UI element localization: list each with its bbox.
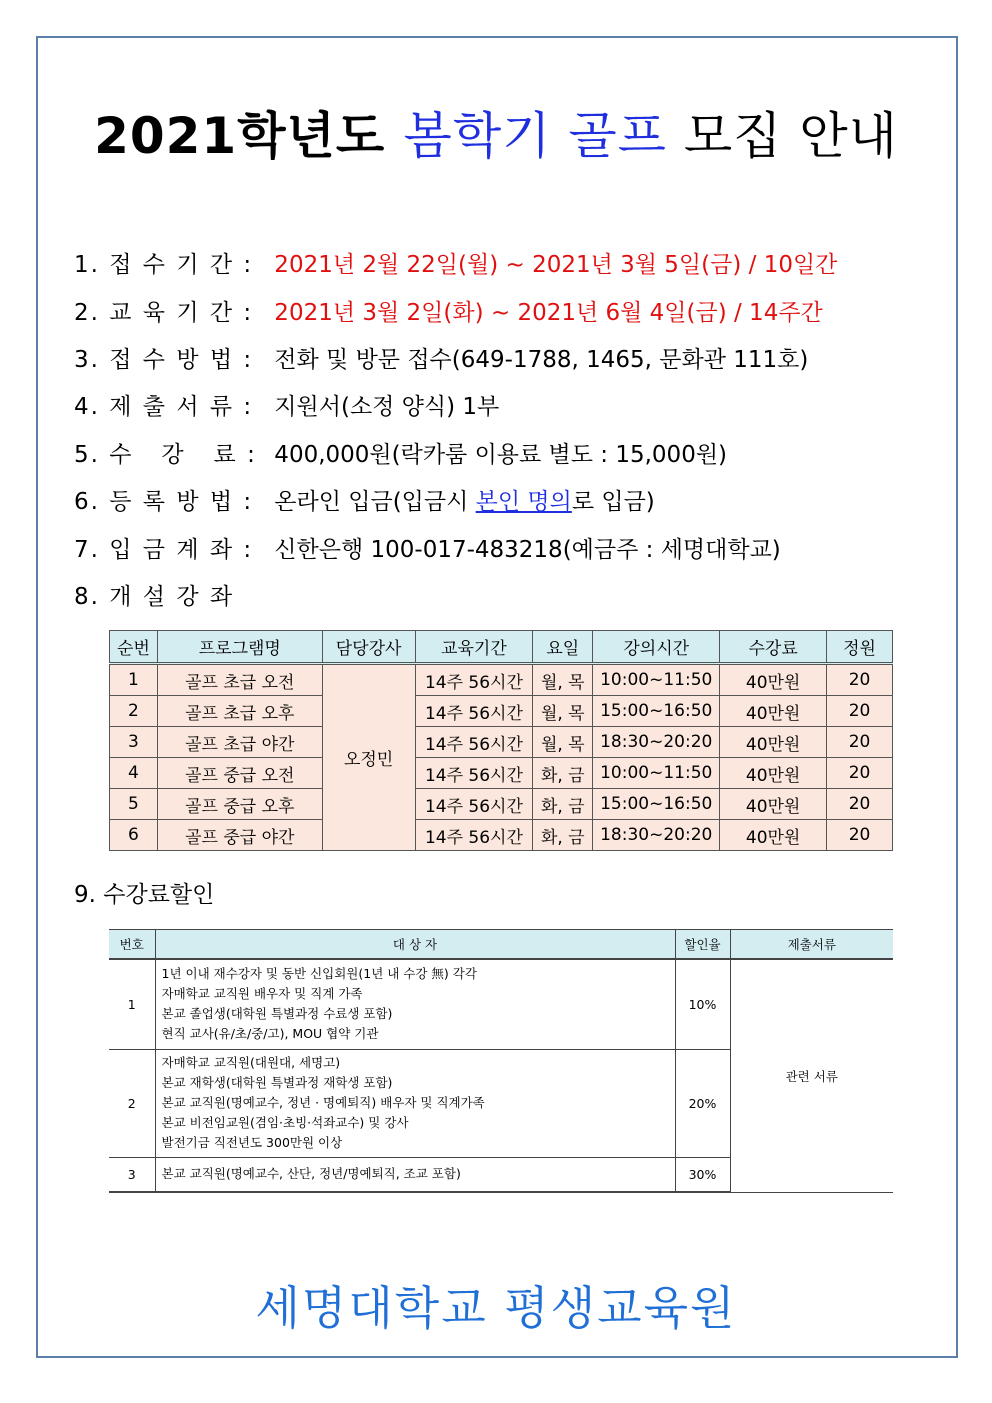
table-row: 2 골프 초급 오후 14주 56시간 월, 목 15:00~16:50 40만원 20 bbox=[110, 696, 893, 727]
target-list: 본교 교직원(명예교수, 산단, 정년/명예퇴직, 조교 포함) bbox=[155, 1157, 675, 1192]
institution-name: 세명대학교 평생교육원 bbox=[255, 1281, 737, 1335]
info-education-period: 2. 교 육 기 간 : 2021년 3월 2일(화) ~ 2021년 6월 4일(금) / 14주간 bbox=[74, 300, 823, 326]
title-highlight: 봄학기 골프 bbox=[403, 107, 667, 165]
info-registration: 6. 등 록 방 법 : 온라인 입금(입금시 본인 명의로 입금) bbox=[74, 489, 655, 515]
course-table-header: 순번 프로그램명 담당강사 교육기간 요일 강의시간 수강료 정원 bbox=[110, 631, 893, 664]
page-title: 2021학년도 봄학기 골프 모집 안내 bbox=[94, 107, 898, 165]
instructor-cell: 오정민 bbox=[322, 664, 415, 851]
info-fee: 5. 수 강 료 : 400,000원(락카룸 이용료 별도 : 15,000원) bbox=[74, 442, 728, 468]
table-row: 3 본교 교직원(명예교수, 산단, 정년/명예퇴직, 조교 포함) 30% bbox=[109, 1157, 893, 1192]
discount-table bbox=[109, 929, 893, 1193]
table-row: 1 골프 초급 오전 오정민 14주 56시간 월, 목 10:00~11:50 40만원 20 bbox=[110, 664, 893, 696]
table-row: 2 자매학교 교직원(대원대, 세명고) 본교 재학생(대학원 특별과정 재학생 포함) 본교 교직원(명예교수, 정년 · 명예퇴직) 배우자 및 직계가족 본교 비전임교원(겸임·초빙·석좌교수) 및 강사 발전기금 직전년도 300만원 이상 20% bbox=[109, 1049, 893, 1157]
info-account: 7. 입 금 계 좌 : 신한은행 100-017-483218(예금주 : 세명대학교) bbox=[74, 537, 781, 563]
discount-table-header: 번호 대 상 자 할인율 제출서류 bbox=[109, 930, 893, 960]
course-table bbox=[109, 630, 893, 851]
table-row: 6 골프 중급 야간 14주 56시간 화, 금 18:30~20:20 40만원 20 bbox=[110, 820, 893, 851]
table-row: 4 골프 중급 오전 14주 56시간 화, 금 10:00~11:50 40만원 20 bbox=[110, 758, 893, 789]
table-row: 5 골프 중급 오후 14주 56시간 화, 금 15:00~16:50 40만원 20 bbox=[110, 789, 893, 820]
info-courses-heading: 8. 개 설 강 좌 bbox=[74, 584, 235, 610]
info-receipt-period: 1. 접 수 기 간 : 2021년 2월 22일(월) ~ 2021년 3월 5일(금) / 10일간 bbox=[74, 252, 838, 278]
discount-heading: 9. 수강료할인 bbox=[74, 882, 215, 908]
target-list: 자매학교 교직원(대원대, 세명고) 본교 재학생(대학원 특별과정 재학생 포함) 본교 교직원(명예교수, 정년 · 명예퇴직) 배우자 및 직계가족 본교 비전임교원(겸임·초빙·석좌교수) 및 강사 발전기금 직전년도 300만원 이상 bbox=[155, 1049, 675, 1157]
own-name-note: 본인 명의 bbox=[475, 489, 572, 515]
target-list: 1년 이내 재수강자 및 동반 신입회원(1년 내 수강 無) 각각 자매학교 교직원 배우자 및 직계 가족 본교 졸업생(대학원 특별과정 수료생 포함) 현직 교사(유/초/중/고), MOU 협약 기관 bbox=[155, 959, 675, 1049]
info-receipt-method: 3. 접 수 방 법 : 전화 및 방문 접수(649-1788, 1465, 문화관 111호) bbox=[74, 347, 809, 373]
table-row: 1 1년 이내 재수강자 및 동반 신입회원(1년 내 수강 無) 각각 자매학교 교직원 배우자 및 직계 가족 본교 졸업생(대학원 특별과정 수료생 포함) 현직 교사(유/초/중/고), MOU 협약 기관 10% 관련 서류 bbox=[109, 959, 893, 1049]
documents-cell: 관련 서류 bbox=[730, 959, 893, 1192]
info-documents: 4. 제 출 서 류 : 지원서(소정 양식) 1부 bbox=[74, 394, 500, 420]
table-row: 3 골프 초급 야간 14주 56시간 월, 목 18:30~20:20 40만원 20 bbox=[110, 727, 893, 758]
